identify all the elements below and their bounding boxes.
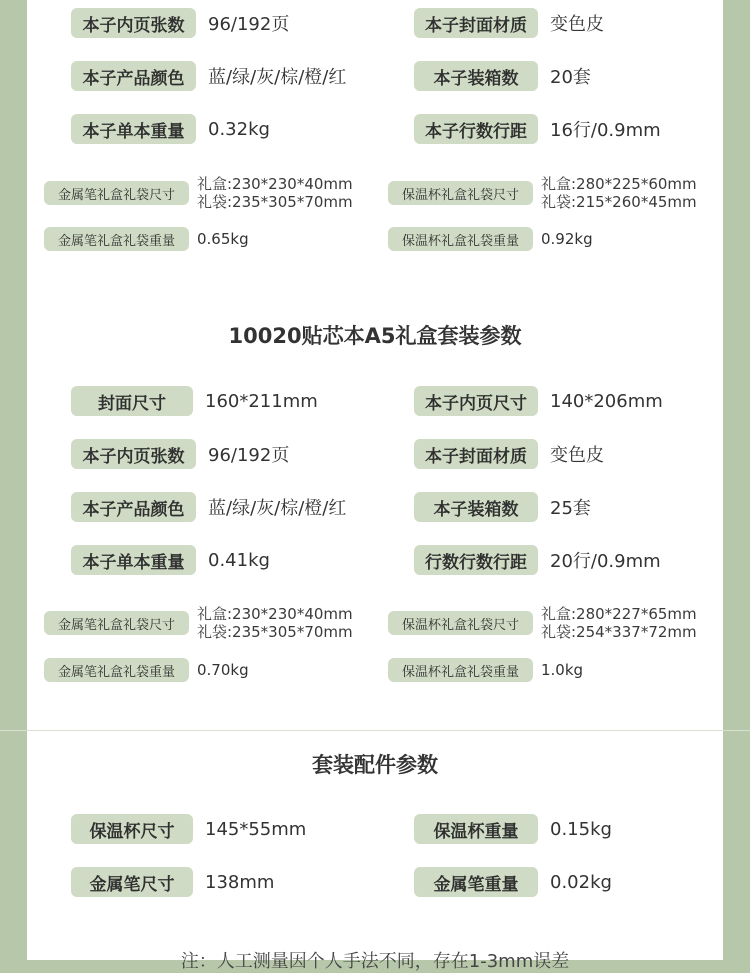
spec-value: 145*55mm <box>205 818 307 840</box>
spec-value-line: 礼袋:235*305*70mm <box>197 193 353 211</box>
spec-value: 1.0kg <box>541 661 584 679</box>
spec-value-line: 礼盒:280*227*65mm <box>541 605 697 623</box>
spec-value <box>197 175 353 211</box>
spec-value-line: 礼盒:230*230*40mm <box>197 605 353 623</box>
spec-value: 蓝/绿/灰/棕/橙/红 <box>208 498 347 519</box>
spec-value-line: 礼盒:280*225*60mm <box>541 175 697 193</box>
spec-label: 保温杯礼盒礼袋尺寸 <box>388 181 533 205</box>
footnote: 注：人工测量因个人手法不同，存在1-3mm误差 <box>180 951 570 972</box>
spec-value <box>541 605 697 641</box>
spec-value: 0.02kg <box>550 871 612 893</box>
spec-value: 变色皮 <box>550 14 604 35</box>
spec-label: 封面尺寸 <box>71 386 193 416</box>
spec-value-line: 礼盒:230*230*40mm <box>197 175 353 193</box>
spec-value: 160*211mm <box>205 390 318 412</box>
spec-value: 蓝/绿/灰/棕/橙/红 <box>208 67 347 88</box>
spec-value: 140*206mm <box>550 390 663 412</box>
spec-label: 本子单本重量 <box>71 545 196 575</box>
divider <box>0 730 750 731</box>
spec-value: 25套 <box>550 498 591 519</box>
spec-value: 变色皮 <box>550 445 604 466</box>
spec-label: 本子装箱数 <box>414 61 538 91</box>
spec-label: 本子内页尺寸 <box>414 386 538 416</box>
spec-label: 金属笔尺寸 <box>71 867 193 897</box>
spec-value: 16行/0.9mm <box>550 120 661 141</box>
spec-label: 金属笔礼盒礼袋尺寸 <box>44 611 189 635</box>
spec-value: 0.32kg <box>208 118 270 140</box>
spec-label: 本子产品颜色 <box>71 492 196 522</box>
spec-label: 保温杯礼盒礼袋重量 <box>388 658 533 682</box>
spec-label: 保温杯尺寸 <box>71 814 193 844</box>
spec-label: 本子产品颜色 <box>71 61 196 91</box>
spec-value: 0.92kg <box>541 230 593 248</box>
spec-value: 20套 <box>550 67 591 88</box>
spec-label: 本子行数行距 <box>414 114 538 144</box>
spec-label: 本子内页张数 <box>71 8 196 38</box>
spec-value-line: 礼袋:235*305*70mm <box>197 623 353 641</box>
spec-value-line: 礼袋:254*337*72mm <box>541 623 697 641</box>
spec-value-line: 礼袋:215*260*45mm <box>541 193 697 211</box>
spec-label: 本子封面材质 <box>414 439 538 469</box>
spec-label: 本子装箱数 <box>414 492 538 522</box>
spec-label: 保温杯礼盒礼袋尺寸 <box>388 611 533 635</box>
spec-value: 96/192页 <box>208 445 290 466</box>
spec-label: 金属笔礼盒礼袋重量 <box>44 227 189 251</box>
spec-value: 96/192页 <box>208 14 290 35</box>
spec-value: 0.41kg <box>208 549 270 571</box>
spec-label: 本子封面材质 <box>414 8 538 38</box>
spec-value: 0.70kg <box>197 661 249 679</box>
spec-label: 金属笔礼盒礼袋尺寸 <box>44 181 189 205</box>
spec-label: 本子单本重量 <box>71 114 196 144</box>
spec-label: 金属笔重量 <box>414 867 538 897</box>
spec-value: 0.15kg <box>550 818 612 840</box>
section-title: 套装配件参数 <box>312 753 438 777</box>
spec-label: 本子内页张数 <box>71 439 196 469</box>
spec-label: 行数行数行距 <box>414 545 538 575</box>
spec-value: 138mm <box>205 871 275 893</box>
spec-label: 保温杯礼盒礼袋重量 <box>388 227 533 251</box>
spec-label: 保温杯重量 <box>414 814 538 844</box>
spec-value: 20行/0.9mm <box>550 551 661 572</box>
spec-value: 0.65kg <box>197 230 249 248</box>
spec-value <box>197 605 353 641</box>
spec-label: 金属笔礼盒礼袋重量 <box>44 658 189 682</box>
section-title: 10020贴芯本A5礼盒套装参数 <box>228 324 522 348</box>
spec-value <box>541 175 697 211</box>
